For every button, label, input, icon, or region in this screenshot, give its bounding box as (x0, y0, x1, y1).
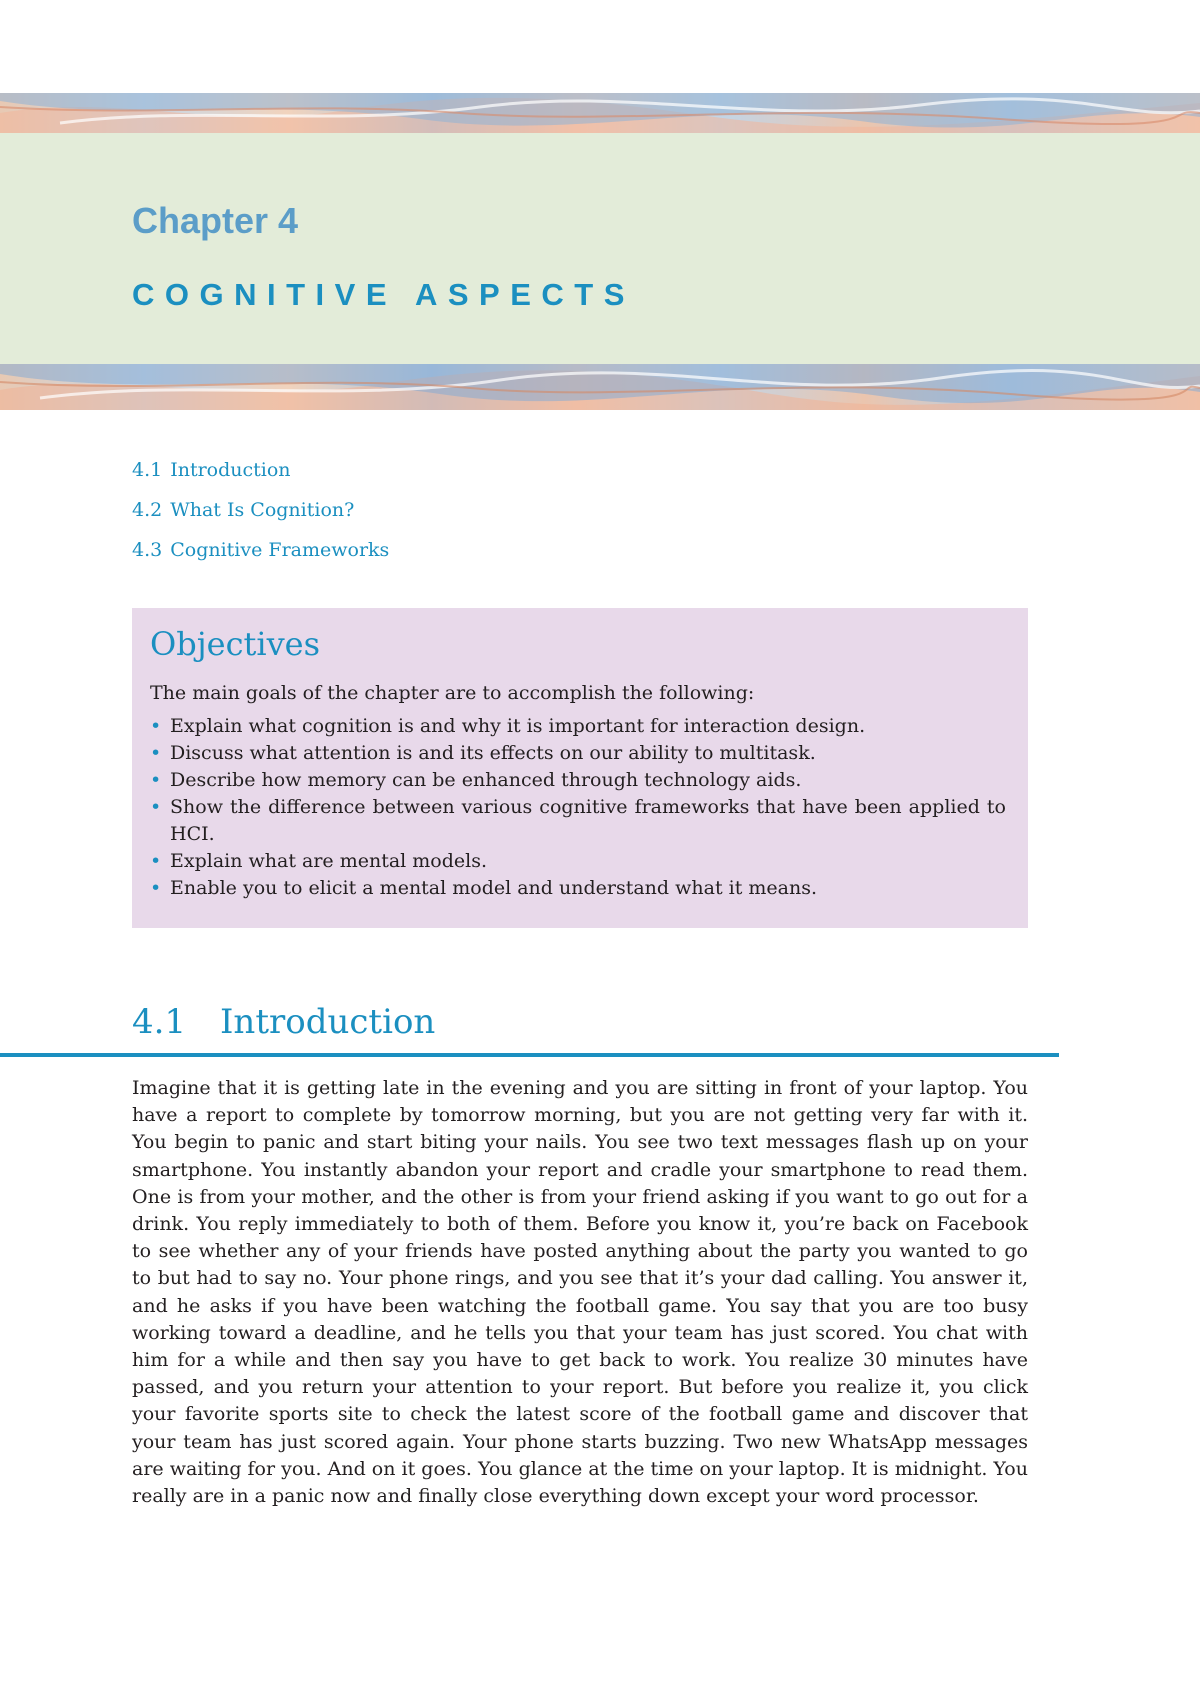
section-number: 4.1 (132, 1002, 187, 1042)
objective-text: Explain what are mental models. (170, 850, 488, 872)
objective-item (150, 794, 1006, 848)
chapter-title: COGNITIVE ASPECTS (132, 277, 635, 312)
toc-number: 4.1 (132, 459, 163, 481)
section-divider (0, 1053, 1059, 1057)
objectives-list (150, 713, 1006, 902)
chapter-title-panel (0, 133, 1200, 364)
toc-item[interactable] (132, 535, 389, 575)
toc-title: What Is Cognition? (170, 499, 355, 521)
toc-item[interactable] (132, 495, 389, 535)
objective-item (150, 875, 1006, 902)
section-heading (132, 997, 435, 1047)
bullet-icon: • (150, 742, 162, 764)
objective-text: Discuss what attention is and its effects on our ability to multitask. (170, 742, 816, 764)
objective-item (150, 848, 1006, 875)
bullet-icon: • (150, 715, 162, 737)
toc-number: 4.3 (132, 539, 163, 561)
section-title: Introduction (220, 1002, 436, 1042)
bullet-icon: • (150, 877, 162, 899)
objective-text: Explain what cognition is and why it is important for interaction design. (170, 715, 866, 737)
toc-title: Cognitive Frameworks (170, 539, 390, 561)
objectives-heading: Objectives (150, 625, 321, 663)
chapter-contents (132, 455, 389, 575)
abstract-painting-strip (0, 93, 1200, 133)
objective-item (150, 740, 1006, 767)
chapter-label: Chapter 4 (132, 200, 299, 241)
bullet-icon: • (150, 850, 162, 872)
objectives-intro: The main goals of the chapter are to accomplish the following: (150, 682, 755, 704)
objective-text: Describe how memory can be enhanced through technology aids. (170, 769, 802, 791)
objective-text: Show the difference between various cognitive frameworks that have been applied to HCI. (170, 796, 1006, 845)
toc-title: Introduction (170, 459, 291, 481)
decorative-art-band-top (0, 93, 1200, 133)
objective-item (150, 713, 1006, 740)
abstract-painting-strip (0, 364, 1200, 410)
objective-text: Enable you to elicit a mental model and understand what it means. (170, 877, 817, 899)
toc-item[interactable] (132, 455, 389, 495)
objective-item (150, 767, 1006, 794)
bullet-icon: • (150, 796, 162, 818)
toc-number: 4.2 (132, 499, 163, 521)
section-body-paragraph: Imagine that it is getting late in the evening and you are sitting in front of your laptop. You have a report to complete by tomorrow morning, but you are not getting very far with it. You begin to panic and start biting your nails. You see two text messages flash up on your smartphone. You instantly abandon your report and cradle your smartphone to read them. One is from your mother, and the other is from your friend asking if you want to go out for a drink. You reply immediately to both of them. Before you know it, you’re back on Facebook to see whether any of your friends have posted anything about the party you wanted to go to but had to say no. Your phone rings, and you see that it’s your dad calling. You answer it, and he asks if you have been watching the football game. You say that you are too busy working toward a deadline, and he tells you that your team has just scored. You chat with him for a while and then say you have to get back to work. You realize 30 minutes have passed, and you return your attention to your report. But before you realize it, you click your favorite sports site to check the latest score of the football game and discover that your team has just scored again. Your phone starts buzzing. Two new WhatsApp messages are waiting for you. And on it goes. You glance at the time on your laptop. It is midnight. You really are in a panic now and finally close everything down except your word processor. (132, 1077, 1028, 1508)
bullet-icon: • (150, 769, 162, 791)
decorative-art-band-bottom (0, 364, 1200, 410)
objectives-box (132, 608, 1028, 928)
